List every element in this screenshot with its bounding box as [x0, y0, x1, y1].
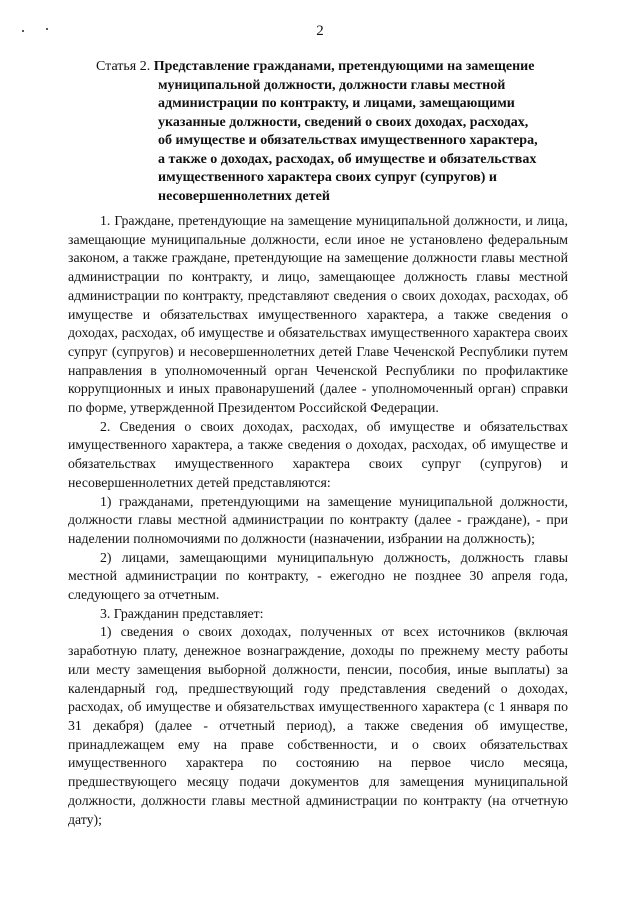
article-title-line: указанные должности, сведений о своих доходах, расходах, [158, 114, 529, 130]
paragraph-2: 2. Сведения о своих доходах, расходах, об имуществе и обязательствах имущественного характера, а также сведения о доходах, расходах, об имуществе и обязательствах имущественного характера своих супруг (супругов) и несовершеннолетних детей представляются: [68, 418, 568, 490]
paragraph-3-item-1: 1) сведения о своих доходах, полученных от всех источников (включая заработную плату, денежное вознаграждение, доходы по прежнему месту работы или месту замещения выборной должности, пенсии, пособия, иные выплаты) за календарный год, предшествующий году представления сведений о доходах, расходах, об имуществе и обязательствах имущественного характера (с 1 января по 31 декабря) (далее - отчетный период), а также сведения об имуществе, принадлежащем ему на праве собственности, и о своих обязательствах имущественного характера по состоянию на первое число месяца, предшествующего месяцу подачи документов для замещения муниципальной должности, должности главы местной администрации по контракту (на отчетную дату); [68, 624, 568, 827]
article-title-line: администрации по контракту, и лицами, замещающими [158, 96, 515, 111]
heading-line [96, 58, 566, 77]
article-label: Статья 2. [96, 59, 151, 74]
paragraph-3: 3. Гражданин представляет: [100, 605, 264, 621]
article-title-line: муниципальной должности, должности главы местной [158, 77, 506, 93]
page-number: 2 [316, 23, 324, 39]
article-title-line: Представление гражданами, претендующими на замещение [153, 59, 535, 74]
article-title-line: несовершеннолетних детей [158, 188, 330, 204]
article-title-line: а также о доходах, расходах, об имуществе и обязательствах [158, 151, 537, 167]
paragraph-2-item-1: 1) гражданами, претендующими на замещение муниципальной должности, должности главы местной администрации по контракту (далее - граждане), - при наделении полномочиями по должности (назначении, избрании на должность); [68, 493, 568, 546]
article-title-line: об имуществе и обязательствах имущественного характера, [158, 133, 538, 148]
paragraph-1: 1. Граждане, претендующие на замещение муниципальной должности, и лица, замещающие муниципальные должности, если иное не установлено федеральным законом, а также граждане, претендующие на замещение должности главы местной администрации по контракту, и лицо, замещающее должность главы местной администрации по контракту, представляют сведения о своих доходах, расходах, об имуществе и обязательствах имущественного характера, а также сведения о доходах, расходах, об имуществе и обязательствах имущественного характера своих супруг (супругов) и несовершеннолетних детей Главе Чеченской Республики путем направления в уполномоченный орган Чеченской Республики по профилактике коррупционных и иных правонарушений (далее - уполномоченный орган) справки по форме, утвержденной Президентом Российской Федерации. [68, 213, 568, 416]
article-title-line: имущественного характера своих супруг (супругов) и [158, 170, 497, 185]
article-body [68, 212, 568, 829]
paragraph-2-item-2: 2) лицами, замещающими муниципальную должность, должность главы местной администрации по контракту, - ежегодно не позднее 30 апреля года, следующего за отчетным. [68, 549, 568, 603]
article-heading [96, 58, 566, 206]
